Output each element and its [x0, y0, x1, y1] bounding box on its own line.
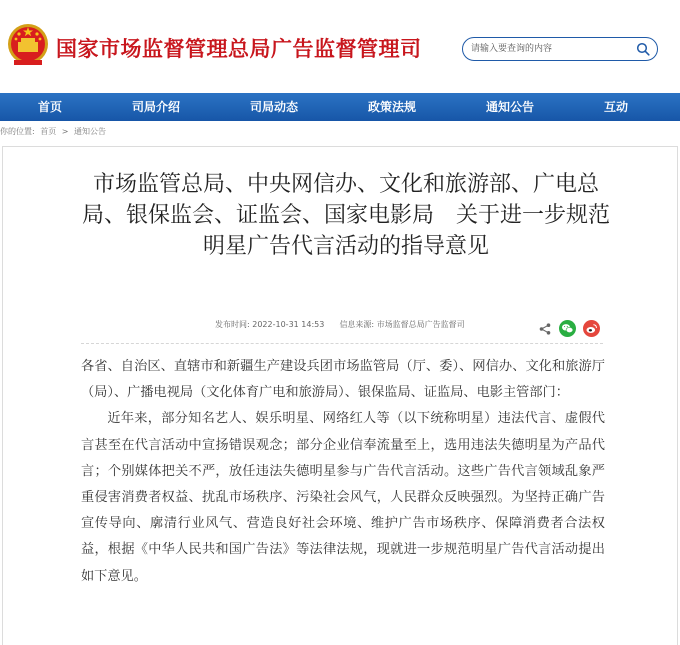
- nav-item-interaction[interactable]: 互动: [603, 100, 628, 114]
- publish-time: 2022-10-31 14:53: [252, 320, 325, 329]
- search-box[interactable]: [462, 37, 658, 61]
- site-header: [0, 0, 680, 93]
- breadcrumb: [0, 126, 109, 137]
- source-label: 信息来源:: [339, 320, 375, 329]
- weibo-icon[interactable]: [583, 320, 600, 337]
- source-value: 市场监督总局广告监督司: [376, 320, 465, 329]
- national-emblem-icon: [6, 22, 50, 68]
- publish-label: 发布时间:: [215, 320, 250, 329]
- search-input[interactable]: [471, 41, 631, 57]
- breadcrumb-home[interactable]: 首页: [40, 127, 57, 136]
- nav-item-news[interactable]: 司局动态: [249, 100, 298, 114]
- article-body: [81, 354, 605, 590]
- nav-item-notices[interactable]: 通知公告: [485, 100, 534, 114]
- nav-item-about[interactable]: 司局介绍: [131, 100, 180, 114]
- article-paragraph: 近年来，部分知名艺人、娱乐明星、网络红人等（以下统称明星）违法代言、虚假代言甚至在代言活动中宣扬错误观念；部分企业信奉流量至上，选用违法失德明星为产品代言；个别媒体把关不严，放任违法失德明星参与广告代言活动。这些广告代言领域乱象严重侵害消费者权益、扰乱市场秩序、污染社会风气，人民群众反映强烈。为坚持正确广告宣传导向、廓清行业风气、营造良好社会环境、维护广告市场秩序、保障消费者合法权益，根据《中华人民共和国广告法》等法律法规，现就进一步规范明星广告代言活动提出如下意见。: [81, 411, 605, 584]
- nav-item-home[interactable]: 首页: [37, 100, 62, 114]
- wechat-icon[interactable]: [559, 320, 576, 337]
- breadcrumb-prefix: 你的位置:: [0, 127, 35, 136]
- main-nav: [0, 93, 680, 121]
- meta-divider: [81, 343, 603, 344]
- article-container: [2, 146, 678, 645]
- search-icon[interactable]: [636, 42, 650, 56]
- breadcrumb-separator: >: [61, 127, 69, 136]
- nav-item-policy[interactable]: 政策法规: [367, 100, 416, 114]
- article-title: 市场监管总局、中央网信办、文化和旅游部、广电总局、银保监会、证监会、国家电影局 关于进一步规范明星广告代言活动的指导意见: [81, 172, 610, 259]
- share-icon[interactable]: [539, 323, 551, 335]
- site-title[interactable]: 国家市场监督管理总局广告监督管理司: [56, 37, 422, 61]
- article-meta: [215, 319, 465, 330]
- article-paragraph: 各省、自治区、直辖市和新疆生产建设兵团市场监管局（厅、委）、网信办、文化和旅游厅（局）、广播电视局（文化体育广电和旅游局）、银保监局、证监局、电影主管部门：: [81, 359, 605, 401]
- breadcrumb-current[interactable]: 通知公告: [74, 127, 107, 136]
